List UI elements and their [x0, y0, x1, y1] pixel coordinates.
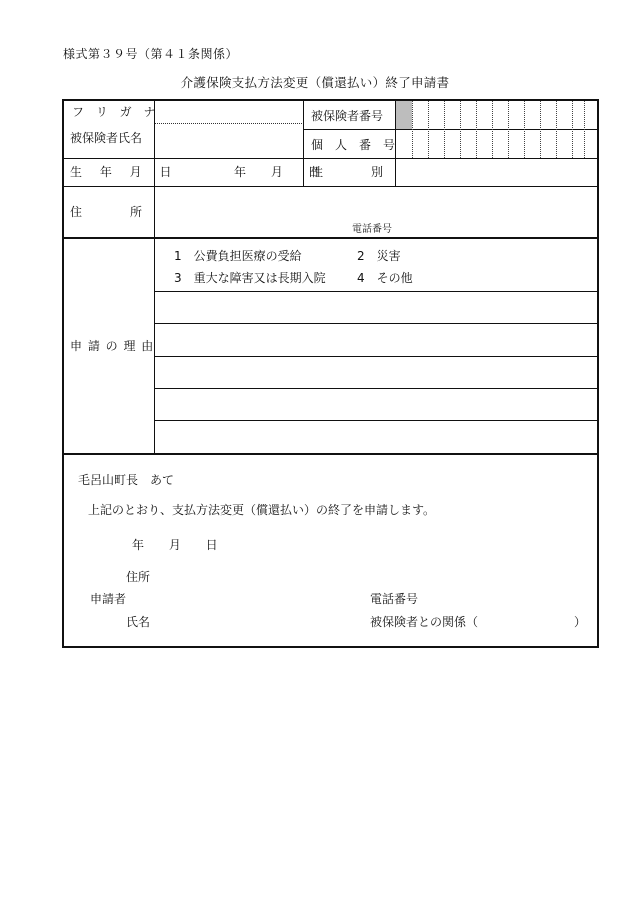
form-number: 様式第３９号（第４１条関係） — [63, 47, 239, 61]
declaration-statement: 上記のとおり、支払方法変更（償還払い）の終了を申請します。 — [88, 503, 436, 517]
furigana-divider — [154, 123, 302, 124]
phone-label: 電話番号 — [352, 224, 392, 235]
digit-divider — [556, 101, 557, 158]
address-row-divider — [64, 237, 599, 239]
birth-date-blank: 年 月 日 — [234, 165, 323, 179]
relationship-label: 被保険者との関係（ ） — [370, 615, 587, 629]
reason-option-1: 1 公費負担医療の受給 — [174, 249, 302, 263]
digit-divider — [584, 101, 585, 158]
form-title: 介護保険支払方法変更（償還払い）終了申請書 — [180, 75, 450, 90]
reason-option-3: 3 重大な障害又は長期入院 — [174, 271, 326, 285]
insured-number-label: 被保険者番号 — [311, 109, 384, 123]
digit-divider — [476, 101, 477, 158]
digit-divider — [524, 101, 525, 158]
digit-divider — [492, 101, 493, 158]
application-date: 年 月 日 — [132, 538, 221, 552]
application-form-table — [62, 99, 599, 648]
birth-date-label: 生 年 月 日 — [70, 165, 179, 179]
insured-name-label: 被保険者氏名 — [70, 131, 143, 145]
digit-divider — [460, 101, 461, 158]
applicant-phone-label: 電話番号 — [370, 592, 419, 606]
furigana-label: フ リ ガ ナ — [72, 105, 160, 119]
reason-option-4: 4 その他 — [357, 271, 413, 285]
address-label: 住 所 — [70, 205, 143, 219]
reason-line-1 — [154, 291, 599, 292]
addressee: 毛呂山町長 あて — [78, 473, 175, 487]
digit-divider — [508, 101, 509, 158]
applicant-address-label: 住所 — [126, 570, 151, 584]
declaration-divider — [64, 453, 599, 455]
reason-line-3 — [154, 356, 599, 357]
insured-number-divider — [304, 129, 599, 130]
reason-option-2: 2 災害 — [357, 249, 401, 263]
birthdate-row-divider — [64, 186, 599, 187]
personal-number-label: 個 人 番 号 — [311, 138, 396, 152]
insured-number-shaded-cell — [396, 101, 412, 129]
digit-divider — [412, 101, 413, 158]
reason-line-2 — [154, 323, 599, 324]
digit-divider — [444, 101, 445, 158]
digit-divider — [540, 101, 541, 158]
reason-line-5 — [154, 420, 599, 421]
name-row-divider — [64, 158, 599, 159]
reason-label: 申 請 の 理 由 — [70, 339, 155, 353]
applicant-name-label: 氏名 — [126, 615, 151, 629]
reason-line-4 — [154, 388, 599, 389]
digit-divider — [572, 101, 573, 158]
sex-label: 性 別 — [311, 165, 384, 179]
digit-divider — [428, 101, 429, 158]
applicant-label: 申請者 — [90, 592, 127, 606]
